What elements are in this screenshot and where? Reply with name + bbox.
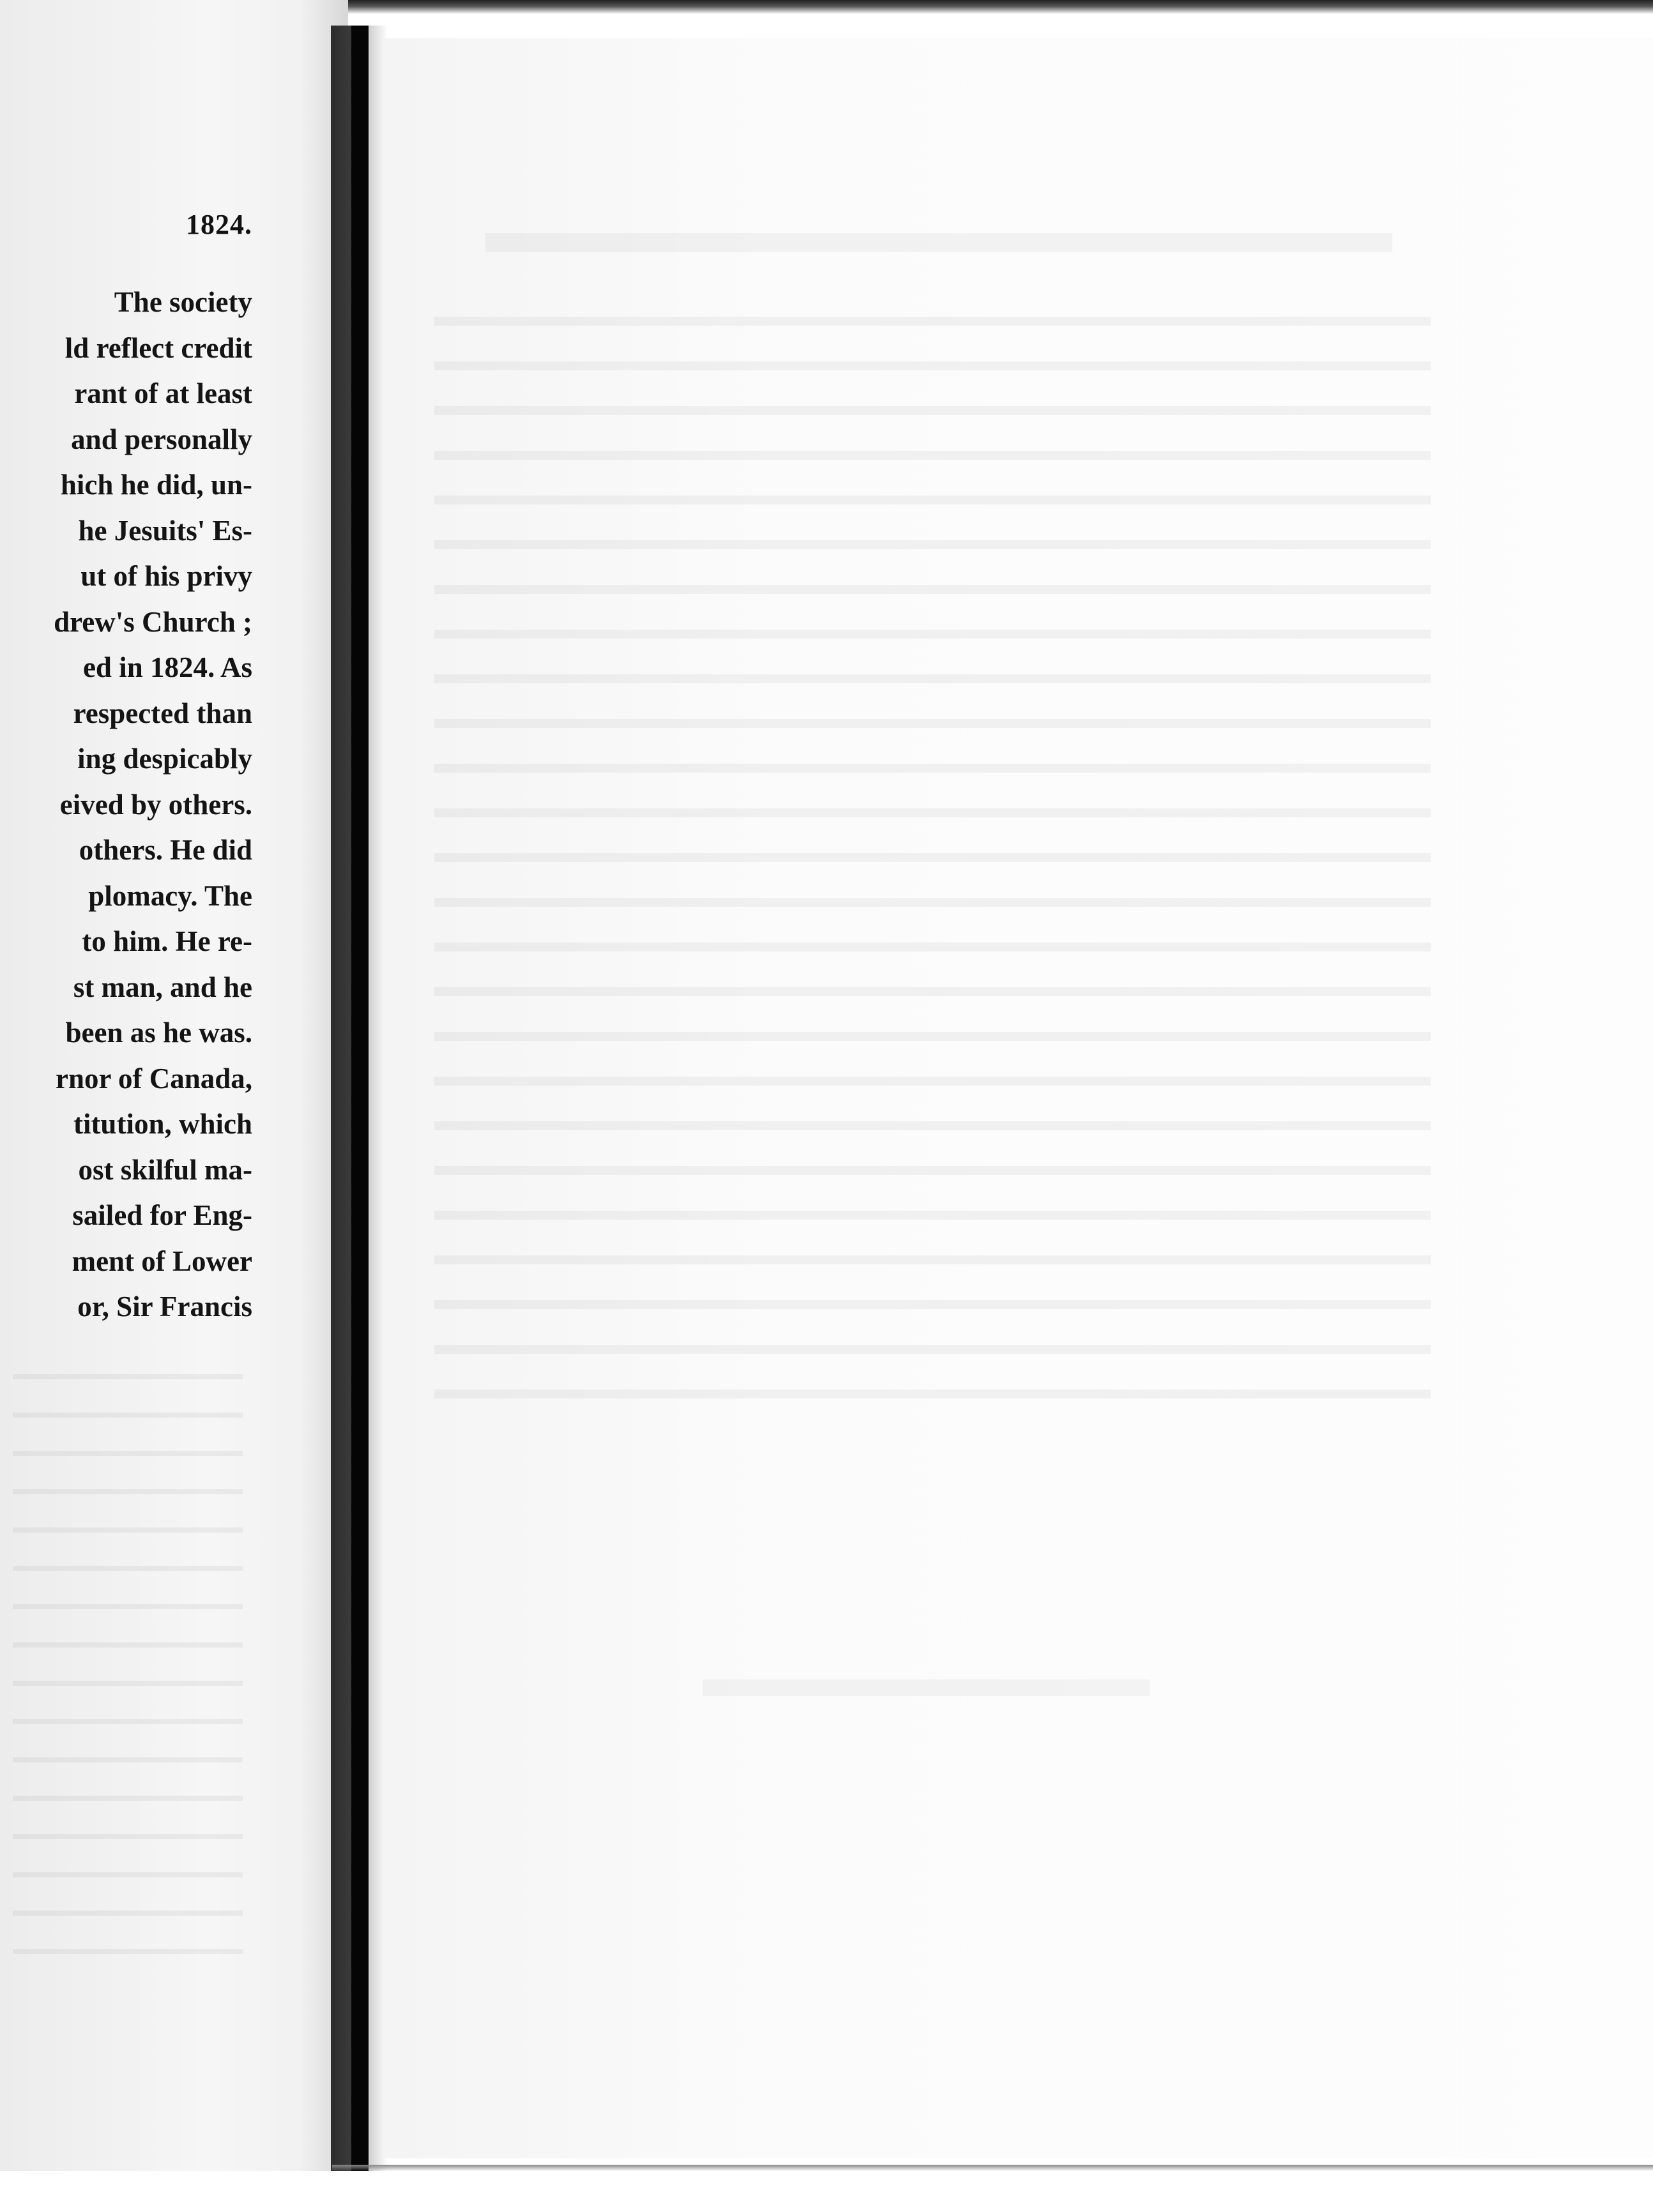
text-line: plomacy. The (88, 879, 252, 912)
text-line: titution, which (73, 1108, 252, 1140)
text-line: ment of Lower (72, 1245, 252, 1277)
text-line: The society (114, 286, 252, 318)
text-line: he Jesuits' Es- (78, 514, 252, 547)
bottom-edge-shadow (332, 2165, 1653, 2171)
text-line: ing despicably (77, 743, 252, 775)
show-through-header (485, 233, 1392, 252)
text-line: ld reflect credit (65, 331, 252, 364)
text-line: hich he did, un- (60, 469, 252, 501)
text-line: to him. He re- (82, 925, 252, 957)
text-line: ed in 1824. As (82, 651, 252, 683)
text-line: been as he was. (65, 1017, 252, 1049)
text-line: rnor of Canada, (56, 1062, 252, 1095)
left-page (0, 0, 348, 2171)
show-through-text (434, 281, 1431, 1418)
text-line: or, Sir Francis (77, 1291, 252, 1322)
show-through-text (13, 1341, 243, 1980)
text-line: eived by others. (59, 788, 252, 821)
binding-shadow (351, 26, 369, 2171)
text-line: and personally (71, 423, 252, 455)
page-number: 1824. (186, 209, 252, 240)
text-line: drew's Church ; (54, 605, 252, 638)
show-through-footer (703, 1679, 1150, 1696)
text-line: rant of at least (74, 377, 252, 409)
text-line: others. He did (79, 834, 252, 866)
text-line: respected than (73, 697, 252, 729)
text-block (0, 280, 252, 1330)
text-line: sailed for Eng- (72, 1199, 252, 1231)
text-line: st man, and he (73, 971, 252, 1003)
binding-gutter (331, 26, 351, 2171)
text-line: ost skilful ma- (78, 1153, 252, 1186)
text-line: ut of his privy (80, 560, 252, 592)
